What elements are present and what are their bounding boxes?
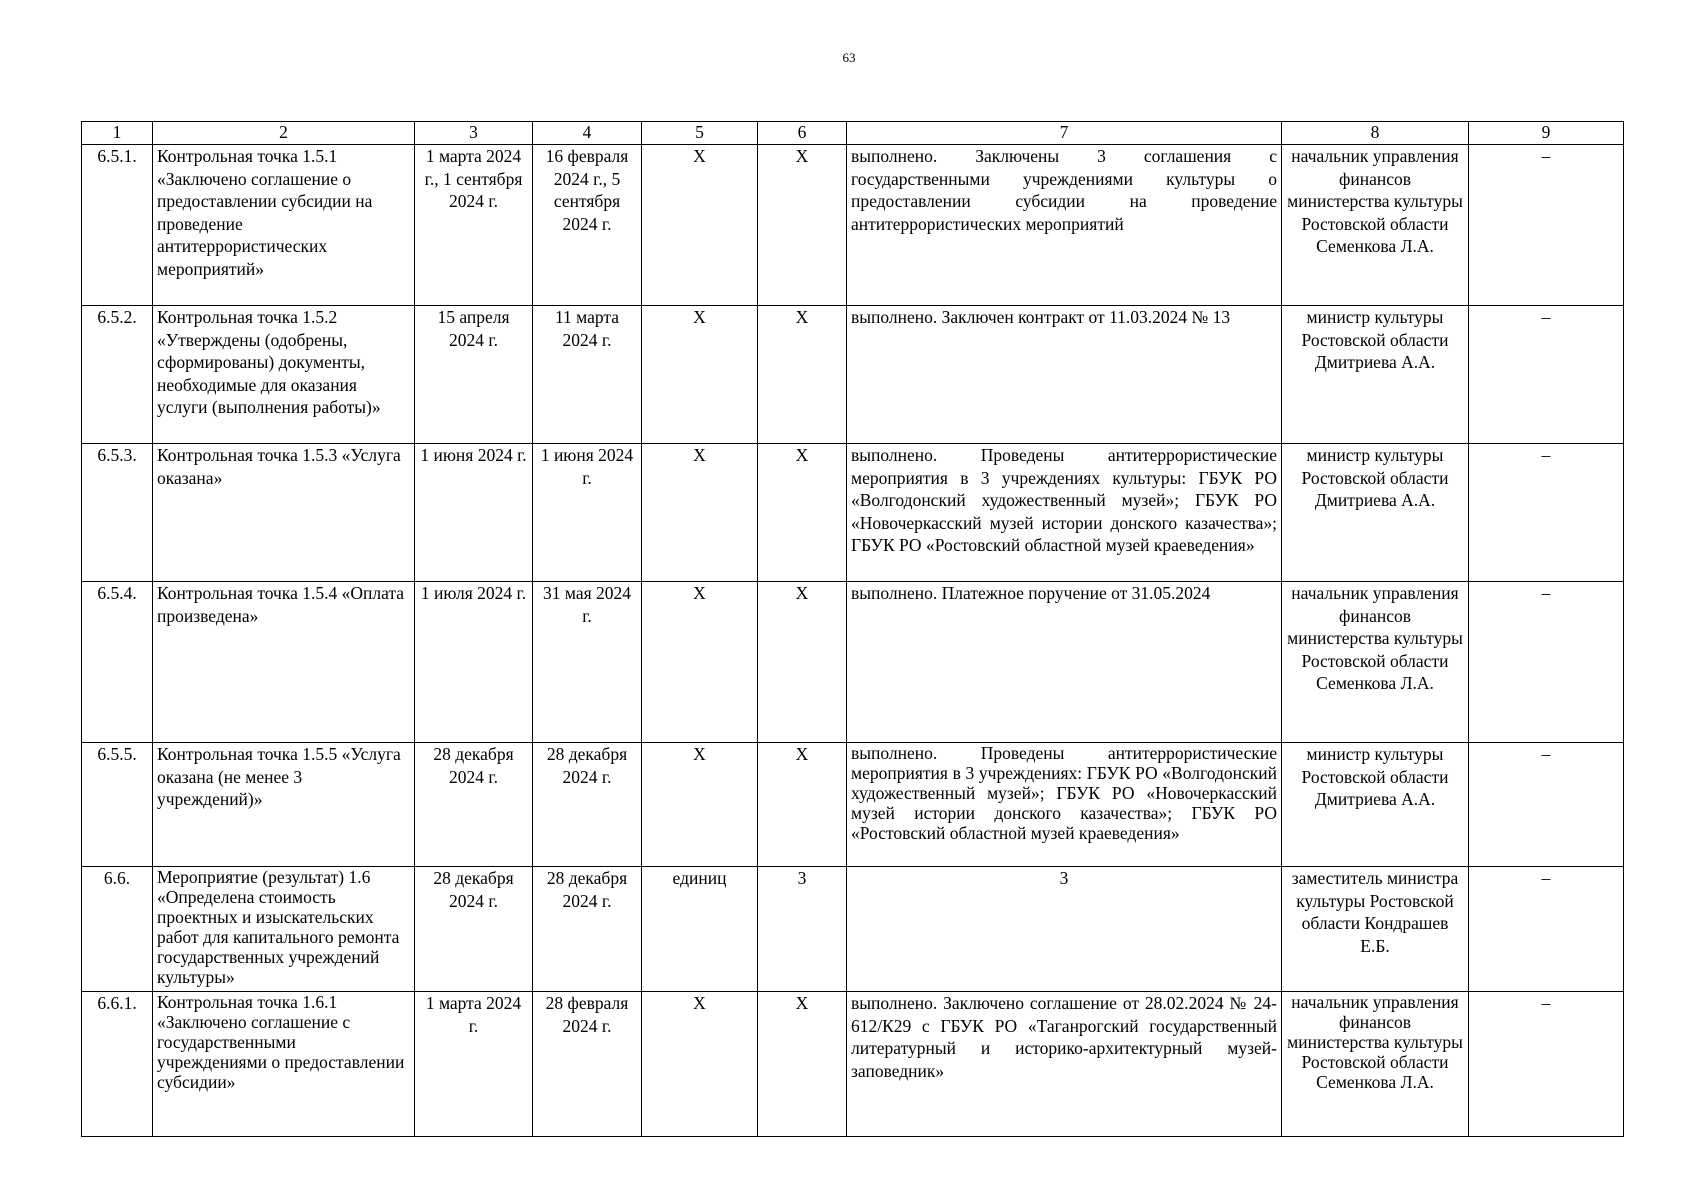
actual-date: 1 июня 2024 г.	[533, 444, 642, 582]
unit-cell: X	[642, 306, 758, 444]
value-cell: X	[758, 145, 847, 306]
result-cell: выполнено. Платежное поручение от 31.05.2024	[847, 582, 1282, 743]
value-cell: X	[758, 444, 847, 582]
column-header: 4	[533, 122, 642, 145]
row-title: Контрольная точка 1.5.3 «Услуга оказана»	[153, 444, 415, 582]
responsible-cell: начальник управления финансов министерства культуры Ростовской области Семенкова Л.А.	[1282, 582, 1469, 743]
actual-date: 28 декабря 2024 г.	[533, 867, 642, 992]
table-row	[82, 582, 1624, 743]
unit-cell: X	[642, 743, 758, 867]
report-table	[81, 121, 1624, 1137]
note-cell: –	[1469, 306, 1624, 444]
result-cell: выполнено. Заключен контракт от 11.03.2024 № 13	[847, 306, 1282, 444]
row-title: Контрольная точка 1.5.5 «Услуга оказана (не менее 3 учреждений)»	[153, 743, 415, 867]
planned-date: 1 марта 2024 г., 1 сентября 2024 г.	[415, 145, 533, 306]
column-header: 7	[847, 122, 1282, 145]
actual-date: 16 февраля 2024 г., 5 сентября 2024 г.	[533, 145, 642, 306]
table-row	[82, 444, 1624, 582]
column-header: 6	[758, 122, 847, 145]
note-cell: –	[1469, 444, 1624, 582]
row-number: 6.6.	[82, 867, 153, 992]
planned-date: 1 июля 2024 г.	[415, 582, 533, 743]
column-header: 8	[1282, 122, 1469, 145]
result-cell: выполнено. Заключено соглашение от 28.02.2024 № 24-612/К29 с ГБУК РО «Таганрогский государственный литературный и историко-архитектурный музей-заповедник»	[847, 992, 1282, 1137]
actual-date: 28 февраля 2024 г.	[533, 992, 642, 1137]
row-title: Мероприятие (результат) 1.6 «Определена стоимость проектных и изыскательских работ для капитального ремонта государственных учреждений культуры»	[153, 867, 415, 992]
value-cell: 3	[758, 867, 847, 992]
row-number: 6.5.5.	[82, 743, 153, 867]
actual-date: 31 мая 2024 г.	[533, 582, 642, 743]
planned-date: 15 апреля 2024 г.	[415, 306, 533, 444]
planned-date: 1 июня 2024 г.	[415, 444, 533, 582]
row-number: 6.5.1.	[82, 145, 153, 306]
column-header: 9	[1469, 122, 1624, 145]
table-row	[82, 743, 1624, 867]
column-header: 2	[153, 122, 415, 145]
result-cell: выполнено. Заключены 3 соглашения с государственными учреждениями культуры о предоставлении субсидии на проведение антитеррористических мероприятий	[847, 145, 1282, 306]
unit-cell: X	[642, 444, 758, 582]
column-header: 3	[415, 122, 533, 145]
table-row	[82, 992, 1624, 1137]
page-number: 63	[842, 50, 856, 65]
row-title: Контрольная точка 1.5.4 «Оплата произведена»	[153, 582, 415, 743]
responsible-cell: заместитель министра культуры Ростовской области Кондрашев Е.Б.	[1282, 867, 1469, 992]
responsible-cell: начальник управления финансов министерства культуры Ростовской области Семенкова Л.А.	[1282, 145, 1469, 306]
note-cell: –	[1469, 992, 1624, 1137]
row-title: Контрольная точка 1.5.1 «Заключено соглашение о предоставлении субсидии на проведение антитеррористических мероприятий»	[153, 145, 415, 306]
column-header: 5	[642, 122, 758, 145]
table-row	[82, 306, 1624, 444]
value-cell: X	[758, 306, 847, 444]
responsible-cell: министр культуры Ростовской области Дмитриева А.А.	[1282, 743, 1469, 867]
actual-date: 11 марта 2024 г.	[533, 306, 642, 444]
unit-cell: единиц	[642, 867, 758, 992]
note-cell: –	[1469, 743, 1624, 867]
planned-date: 28 декабря 2024 г.	[415, 867, 533, 992]
row-number: 6.6.1.	[82, 992, 153, 1137]
actual-date: 28 декабря 2024 г.	[533, 743, 642, 867]
responsible-cell: министр культуры Ростовской области Дмитриева А.А.	[1282, 444, 1469, 582]
row-title: Контрольная точка 1.6.1 «Заключено соглашение с государственными учреждениями о предоставлении субсидии»	[153, 992, 415, 1137]
result-cell: 3	[847, 867, 1282, 992]
unit-cell: X	[642, 582, 758, 743]
row-number: 6.5.3.	[82, 444, 153, 582]
note-cell: –	[1469, 582, 1624, 743]
unit-cell: X	[642, 992, 758, 1137]
note-cell: –	[1469, 145, 1624, 306]
result-cell: выполнено. Проведены антитеррористические мероприятия в 3 учреждениях культуры: ГБУК РО «Волгодонский художественный музей»; ГБУК РО «Новочеркасский музей истории донского казачества»; ГБУК РО «Ростовский областной музей краеведения»	[847, 444, 1282, 582]
column-header: 1	[82, 122, 153, 145]
table-header-row	[82, 122, 1624, 145]
table-row	[82, 145, 1624, 306]
responsible-cell: начальник управления финансов министерства культуры Ростовской области Семенкова Л.А.	[1282, 992, 1469, 1137]
responsible-cell: министр культуры Ростовской области Дмитриева А.А.	[1282, 306, 1469, 444]
planned-date: 28 декабря 2024 г.	[415, 743, 533, 867]
value-cell: X	[758, 582, 847, 743]
result-cell: выполнено. Проведены антитеррористические мероприятия в 3 учреждениях: ГБУК РО «Волгодонский художественный музей»; ГБУК РО «Новочеркасский музей истории донского казачества»; ГБУК РО «Ростовский областной музей краеведения»	[847, 743, 1282, 867]
value-cell: X	[758, 743, 847, 867]
unit-cell: X	[642, 145, 758, 306]
table-row	[82, 867, 1624, 992]
planned-date: 1 марта 2024 г.	[415, 992, 533, 1137]
value-cell: X	[758, 992, 847, 1137]
row-number: 6.5.4.	[82, 582, 153, 743]
row-number: 6.5.2.	[82, 306, 153, 444]
row-title: Контрольная точка 1.5.2 «Утверждены (одобрены, сформированы) документы, необходимые для оказания услуги (выполнения работы)»	[153, 306, 415, 444]
note-cell: –	[1469, 867, 1624, 992]
